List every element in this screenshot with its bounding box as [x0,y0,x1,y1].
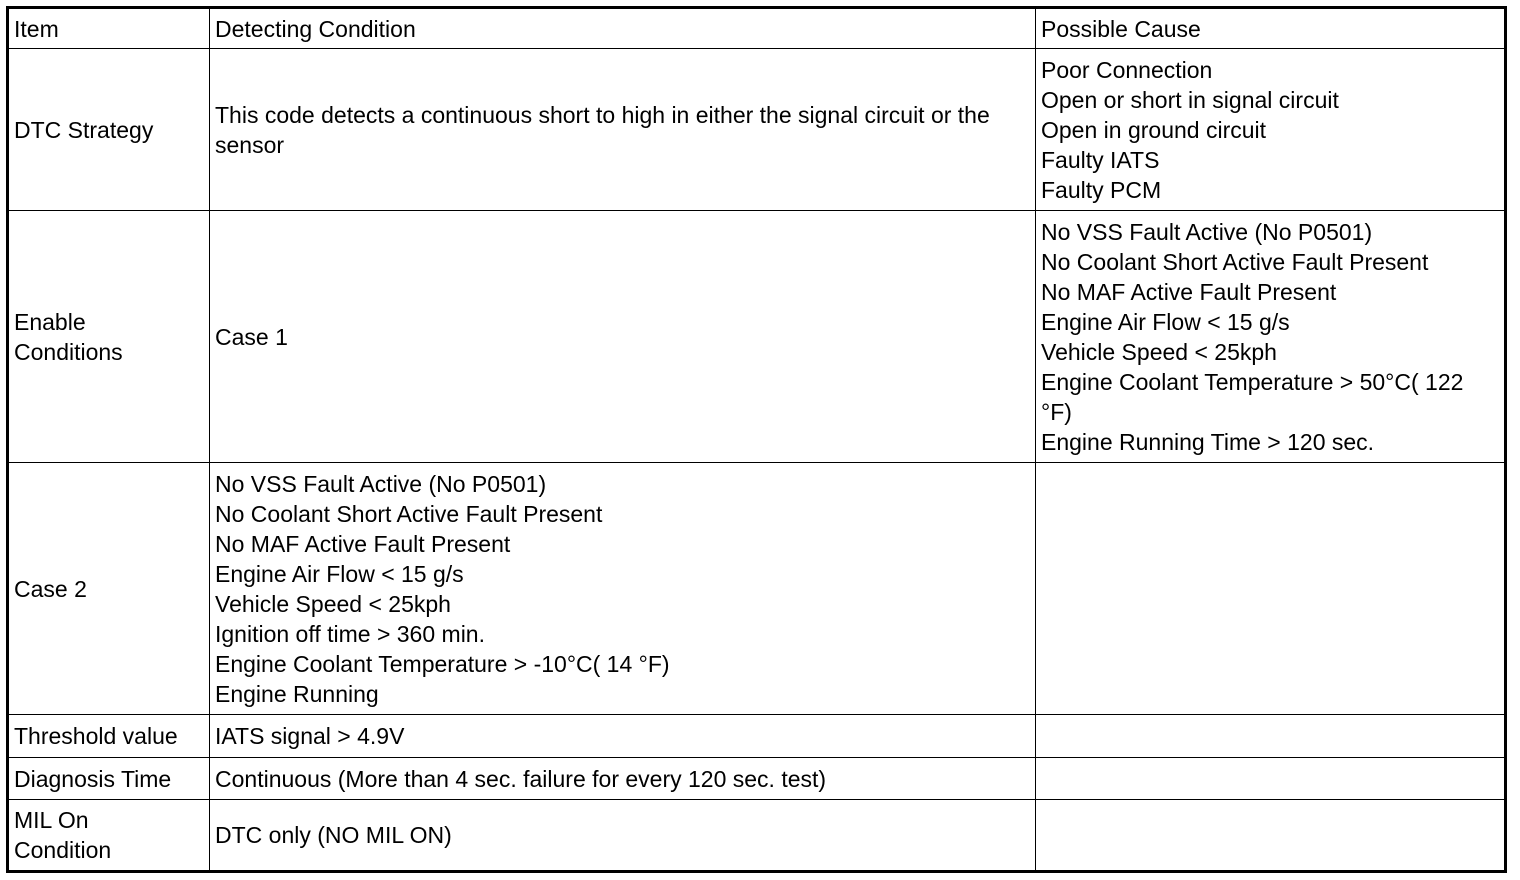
item-line: Enable [14,308,86,335]
condition-line: No MAF Active Fault Present [215,530,511,557]
cause-line: Engine Air Flow < 15 g/s [1041,308,1290,335]
condition-line: Engine Coolant Temperature > -10°C( 14 °F) [215,650,670,677]
header-row [8,8,1506,49]
cause-line: No MAF Active Fault Present [1041,278,1337,305]
condition-mil-on: DTC only (NO MIL ON) [210,800,1036,872]
condition-line: No Coolant Short Active Fault Present [215,500,603,527]
item-line: Condition [14,837,112,863]
condition-line: Vehicle Speed < 25kph [215,590,451,617]
cause-line: Engine Coolant Temperature > 50°C( 122 °F) [1041,368,1464,425]
condition-diagnosis-time: Continuous (More than 4 sec. failure for every 120 sec. test) [210,758,1036,800]
cause-line: Open in ground circuit [1041,116,1267,143]
condition-line: Engine Running [215,680,379,707]
cause-threshold-value [1036,715,1506,758]
cause-line: Faulty IATS [1041,146,1160,173]
row-case-2 [8,463,1506,715]
header-possible-cause: Possible Cause [1036,8,1506,49]
row-dtc-strategy [8,49,1506,211]
item-line: Conditions [14,338,123,365]
condition-dtc-strategy: This code detects a continuous short to high in either the signal circuit or the sensor [210,49,1036,211]
condition-line: No VSS Fault Active (No P0501) [215,470,547,497]
cause-line: Vehicle Speed < 25kph [1041,338,1277,365]
condition-line: Ignition off time > 360 min. [215,620,485,647]
header-item: Item [8,8,210,49]
cause-line: No VSS Fault Active (No P0501) [1041,218,1373,245]
item-diagnosis-time: Diagnosis Time [8,758,210,800]
dtc-table [6,6,1507,873]
causes-dtc-strategy [1036,49,1506,211]
cause-diagnosis-time [1036,758,1506,800]
causes-enable-conditions [1036,211,1506,463]
row-enable-conditions [8,211,1506,463]
cause-line: Faulty PCM [1041,176,1162,203]
condition-case-1: Case 1 [210,211,1036,463]
condition-threshold-value: IATS signal > 4.9V [210,715,1036,758]
condition-line: Engine Air Flow < 15 g/s [215,560,464,587]
item-threshold-value: Threshold value [8,715,210,758]
cause-line: Open or short in signal circuit [1041,86,1339,113]
row-mil-on-condition [8,800,1506,872]
conditions-case-2 [210,463,1036,715]
item-line: MIL On [14,807,89,833]
cause-line: No Coolant Short Active Fault Present [1041,248,1429,275]
header-detecting-condition: Detecting Condition [210,8,1036,49]
row-diagnosis-time [8,758,1506,800]
item-mil-on-condition [8,800,210,872]
item-enable-conditions [8,211,210,463]
cause-mil-on [1036,800,1506,872]
cause-line: Poor Connection [1041,56,1213,83]
cause-case-2 [1036,463,1506,715]
item-dtc-strategy: DTC Strategy [8,49,210,211]
item-case-2: Case 2 [8,463,210,715]
row-threshold-value [8,715,1506,758]
cause-line: Engine Running Time > 120 sec. [1041,428,1375,455]
